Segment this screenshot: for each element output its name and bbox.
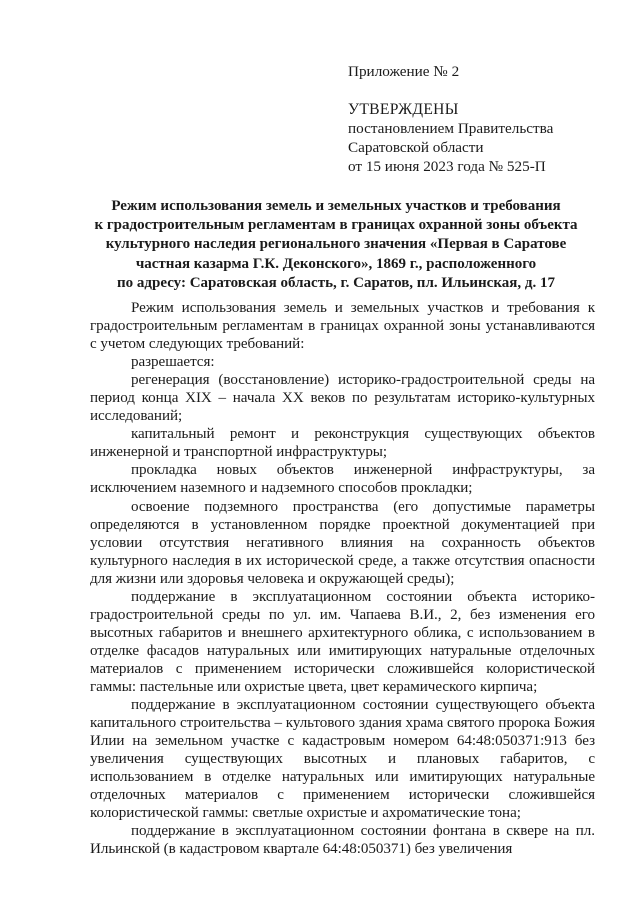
body-paragraph: поддержание в эксплуатационном состоянии существующего объекта капитального строительства – культового здания храма святого пророка Божия Илии на земельном участке с кадастровым номером 64:48:050371:913 без увеличения существующих высотных и плановых габаритов, с использованием в отделке натуральных или имитирующих натуральные отделочных материалов с применением исторически сложившейся колористической гаммы: светлые охристые и ахроматические тона; bbox=[90, 697, 595, 822]
approval-line-1: постановлением Правительства bbox=[348, 120, 554, 137]
body-paragraph: поддержание в эксплуатационном состоянии фонтана в сквере на пл. Ильинской (в кадастровом квартале 64:48:050371) без увеличения bbox=[90, 823, 595, 858]
title-line: культурного наследия регионального значения «Первая в Саратове bbox=[105, 236, 567, 253]
title-line: Режим использования земель и земельных участков и требования bbox=[111, 198, 561, 214]
approval-line-2: Саратовской области bbox=[348, 139, 484, 156]
approved-heading: УТВЕРЖДЕНЫ bbox=[348, 101, 459, 118]
body-paragraph: поддержание в эксплуатационном состоянии объекта историко-градостроительной среды по ул. им. Чапаева В.И., 2, без изменения его высотных габаритов и внешнего архитектурного облика, с использованием в отделке фасадов натуральных или имитирующих натуральные отделочных материалов с применением исторически сложившейся колористической гаммы: пастельные или охристые цвета, цвет керамического кирпича; bbox=[90, 588, 595, 695]
title-line: по адресу: Саратовская область, г. Саратов, пл. Ильинская, д. 17 bbox=[117, 274, 555, 291]
approval-block bbox=[348, 62, 553, 176]
title-line: частная казарма Г.К. Деконского», 1869 г., расположенного bbox=[135, 255, 537, 272]
body-paragraph: прокладка новых объектов инженерной инфраструктуры, за исключением наземного и надземного способов прокладки; bbox=[90, 462, 595, 497]
body-paragraph: разрешается: bbox=[131, 354, 215, 371]
annex-number: Приложение № 2 bbox=[348, 63, 460, 80]
body-paragraph: регенерация (восстановление) историко-градостроительной среды на период конца XIX – начала XX веков по результатам историко-культурных исследований; bbox=[90, 372, 595, 425]
approval-line-3: от 15 июня 2023 года № 525-П bbox=[348, 158, 546, 175]
title-line: к градостроительным регламентам в границах охранной зоны объекта bbox=[94, 217, 578, 234]
document-title bbox=[60, 197, 612, 293]
body-paragraph: Режим использования земель и земельных участков и требования к градостроительным регламентам в границах охранной зоны устанавливаются с учетом следующих требований: bbox=[90, 300, 595, 353]
document-body bbox=[90, 299, 595, 858]
body-paragraph: капитальный ремонт и реконструкция существующих объектов инженерной и транспортной инфраструктуры; bbox=[90, 426, 595, 461]
body-paragraph: освоение подземного пространства (его допустимые параметры определяются в установленном порядке проектной документацией при условии отсутствия негативного влияния на сохранность объектов культурного наследия в их исторической среде, а также отсутствия опасности для жизни или здоровья человека и окружающей среды); bbox=[90, 498, 595, 587]
